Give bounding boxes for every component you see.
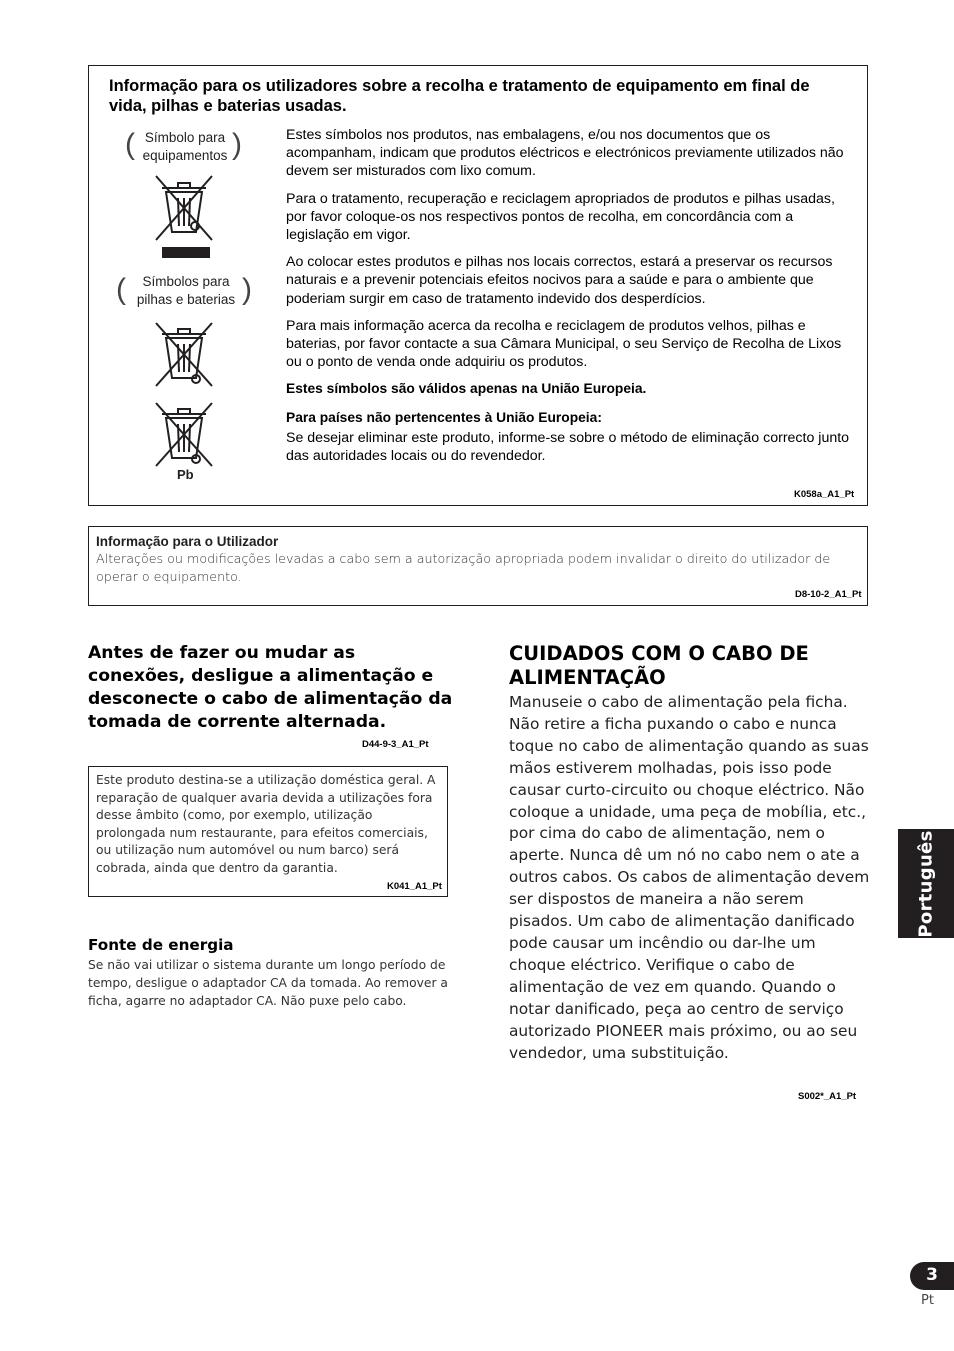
disconnect-code: D44-9-3_A1_Pt xyxy=(362,739,429,750)
home-use-text: Este produto destina-se a utilização doméstica geral. A reparação de qualquer avaria devida a utilizações fora desse âmbito (como, por exemplo, utilização prolongada num restaurante, para efeitos comerciais, ou utilização num automóvel ou num barco) será cobrada, ainda que dentro da garantia. xyxy=(96,773,436,875)
left-paren: ( xyxy=(116,273,126,306)
disconnect-heading: Antes de fazer ou mudar as conexões, desligue a alimentação e desconecte o cabo de alimentação da tomada de corrente alternada. xyxy=(88,643,453,732)
crossed-bin-icon xyxy=(150,320,220,390)
language-side-tab xyxy=(898,829,954,938)
weee-paragraph: Para o tratamento, recuperação e reciclagem apropriados de produtos e pilhas usadas, por favor coloque-os nos respectivos pontos de recolha, em concordância com a legislação em vigor. xyxy=(286,190,835,244)
crossed-bin-icon xyxy=(150,172,220,262)
user-info-title: Informação para o Utilizador xyxy=(96,534,279,549)
right-paren: ) xyxy=(242,273,252,306)
language-tab-label: Português xyxy=(915,829,937,938)
user-info-code: D8-10-2_A1_Pt xyxy=(795,589,862,600)
weee-body xyxy=(286,126,856,474)
power-title: Fonte de energia xyxy=(88,936,234,954)
eu-note: Estes símbolos são válidos apenas na União Europeia. xyxy=(286,381,647,397)
user-info-text: Alterações ou modificações levadas a cabo sem a autorização apropriada podem invalidar o direito do utilizador de operar o equipamento. xyxy=(96,551,831,584)
cable-code: S002*_A1_Pt xyxy=(798,1091,857,1102)
home-use-code: K041_A1_Pt xyxy=(387,881,442,892)
cable-text: Manuseie o cabo de alimentação pela ficha. Não retire a ficha puxando o cabo e nunca toque no cabo de alimentação quando as suas mãos estiverem molhadas, pois isso pode causar curto-circuito ou choque eléctrico. Não coloque a unidade, uma peça de mobília, etc., por cima do cabo de alimentação, nem o aperte. Nunca dê um nó no cabo nem o ate a outros cabos. Os cabos de alimentação devem ser dispostos de maneira a não serem pisados. Um cabo de alimentação danificado pode causar um incêndio ou dar-lhe um choque eléctrico. Verifique o cabo de alimentação de vez em quando. Quando o notar danificado, peça ao centro de serviço autorizado PIONEER mais próximo, ou ao seu vendedor, uma substituição. xyxy=(509,693,870,1062)
power-text: Se não vai utilizar o sistema durante um longo período de tempo, desligue o adaptador CA da tomada. Ao remover a ficha, agarre no adaptador CA. Não puxe pelo cabo. xyxy=(88,958,448,1008)
pb-label: Pb xyxy=(177,467,194,482)
symbol-batteries-label: Símbolos para pilhas e baterias xyxy=(136,274,236,307)
non-eu-text: Se desejar eliminar este produto, informe-se sobre o método de eliminação correcto junto das autoridades locais ou do revendedor. xyxy=(286,429,850,465)
symbol-equipment-label: Símbolo para equipamentos xyxy=(142,130,228,163)
weee-paragraph: Estes símbolos nos produtos, nas embalagens, e/ou nos documentos que os acompanham, indicam que produtos eléctricos e electrónicos previamente utilizados não devem ser misturados com lixo comum. xyxy=(286,127,844,180)
non-eu-title: Para países não pertencentes à União Europeia: xyxy=(286,409,602,425)
left-paren: ( xyxy=(125,128,135,161)
weee-title: Informação para os utilizadores sobre a recolha e tratamento de equipamento em final de vida, pilhas e baterias usadas. xyxy=(109,77,810,115)
page-number: 3 xyxy=(926,1265,938,1285)
weee-paragraph: Ao colocar estes produtos e pilhas nos locais correctos, estará a preservar os recursos naturais e a prevenir potenciais efeitos nocivos para a saúde e para o ambiente que poderiam surgir em caso de tratamento indevido dos desperdícios. xyxy=(286,254,833,307)
crossed-bin-pb-icon xyxy=(150,400,220,470)
weee-code: K058a_A1_Pt xyxy=(794,489,855,500)
page-number-badge xyxy=(910,1262,954,1290)
right-paren: ) xyxy=(232,128,242,161)
page-language: Pt xyxy=(921,1293,934,1308)
weee-paragraph: Para mais informação acerca da recolha e reciclagem de produtos velhos, pilhas e baterias, por favor contacte a sua Câmara Municipal, o seu Serviço de Recolha de Lixos ou o ponto de venda onde adquiriu os produtos. xyxy=(286,317,842,371)
cable-heading: CUIDADOS COM O CABO DE ALIMENTAÇÃO xyxy=(509,642,809,689)
